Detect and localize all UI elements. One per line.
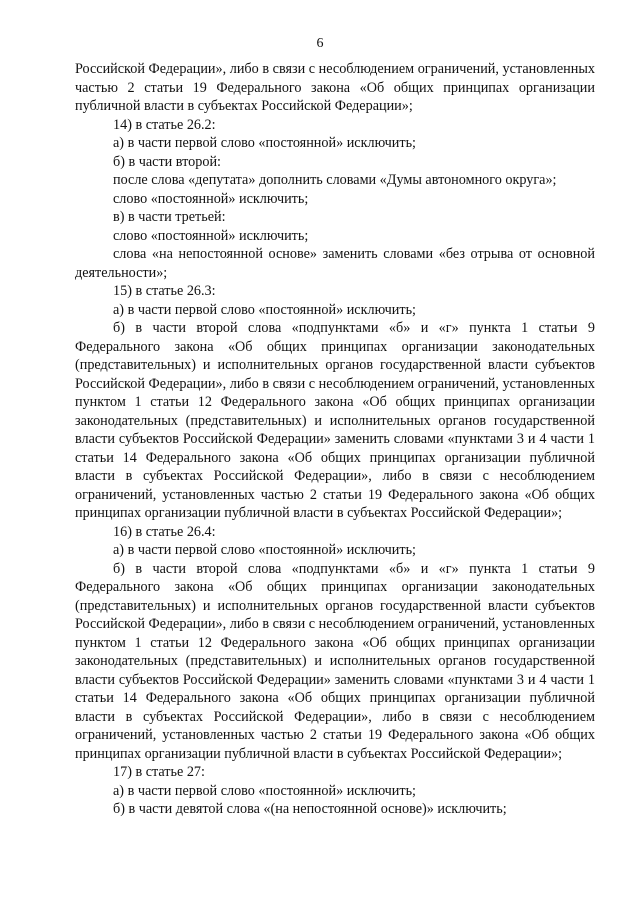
document-paragraph: а) в части первой слово «постоянной» исключить; — [113, 782, 416, 799]
document-paragraph: после слова «депутата» дополнить словами «Думы автономного округа»; — [113, 172, 557, 188]
document-paragraph: Российской Федерации», либо в связи с несоблюдением ограничений, установленных частью 2 статьи 19 Федерального закона «Об общих принципах организации публичной власти в субъектах Российской Федерации»; — [75, 61, 595, 114]
page-number: 6 — [316, 36, 324, 51]
document-paragraph: 14) в статье 26.2: — [113, 116, 216, 133]
document-paragraph: а) в части первой слово «постоянной» исключить; — [113, 542, 416, 558]
document-paragraph: 17) в статье 27: — [113, 764, 205, 780]
document-paragraph: слова «на непостоянной основе» заменить словами «без отрыва от основной деятельности»; — [75, 246, 595, 281]
document-paragraph: 15) в статье 26.3: — [113, 283, 216, 299]
document-paragraph: а) в части первой слово «постоянной» исключить; — [113, 301, 416, 318]
document-paragraph: б) в части второй слова «подпунктами «б» и «г» пункта 1 статьи 9 Федерального закона «Об общих принципах организации законодательных (представительных) и исполнительных органов государственной власти субъектов Российской Федерации», либо в связи с несоблюдением ограничений, установленных пунктом 1 статьи 12 Федерального закона «Об общих принципах организации законодательных (представительных) и исполнительных органов государственной власти субъектов Российской Федерации» заменить словами «пунктами 3 и 4 части 1 статьи 14 Федерального закона «Об общих принципах организации публичной власти в субъектах Российской Федерации», либо в связи с несоблюдением ограничений, установленных частью 2 статьи 19 Федерального закона «Об общих принципах организации публичной власти в субъектах Российской Федерации»; — [75, 320, 595, 521]
document-paragraph: слово «постоянной» исключить; — [113, 227, 309, 244]
document-paragraph: б) в части второй слова «подпунктами «б» и «г» пункта 1 статьи 9 Федерального закона «Об общих принципах организации законодательных (представительных) и исполнительных органов государственной власти субъектов Российской Федерации», либо в связи с несоблюдением ограничений, установленных пунктом 1 статьи 12 Федерального закона «Об общих принципах организации законодательных (представительных) и исполнительных органов государственной власти субъектов Российской Федерации» заменить словами «пунктами 3 и 4 части 1 статьи 14 Федерального закона «Об общих принципах организации публичной власти в субъектах Российской Федерации», либо в связи с несоблюдением ограничений, установленных частью 2 статьи 19 Федерального закона «Об общих принципах организации публичной власти в субъектах Российской Федерации»; — [75, 560, 595, 762]
document-paragraph: б) в части девятой слова «(на непостоянной основе)» исключить; — [113, 801, 507, 817]
document-paragraph: 16) в статье 26.4: — [113, 523, 216, 540]
document-paragraph: б) в части второй: — [113, 153, 221, 170]
document-paragraph: слово «постоянной» исключить; — [113, 190, 309, 207]
document-body — [75, 60, 595, 819]
document-paragraph: а) в части первой слово «постоянной» исключить; — [113, 135, 416, 151]
document-paragraph: в) в части третьей: — [113, 209, 226, 225]
